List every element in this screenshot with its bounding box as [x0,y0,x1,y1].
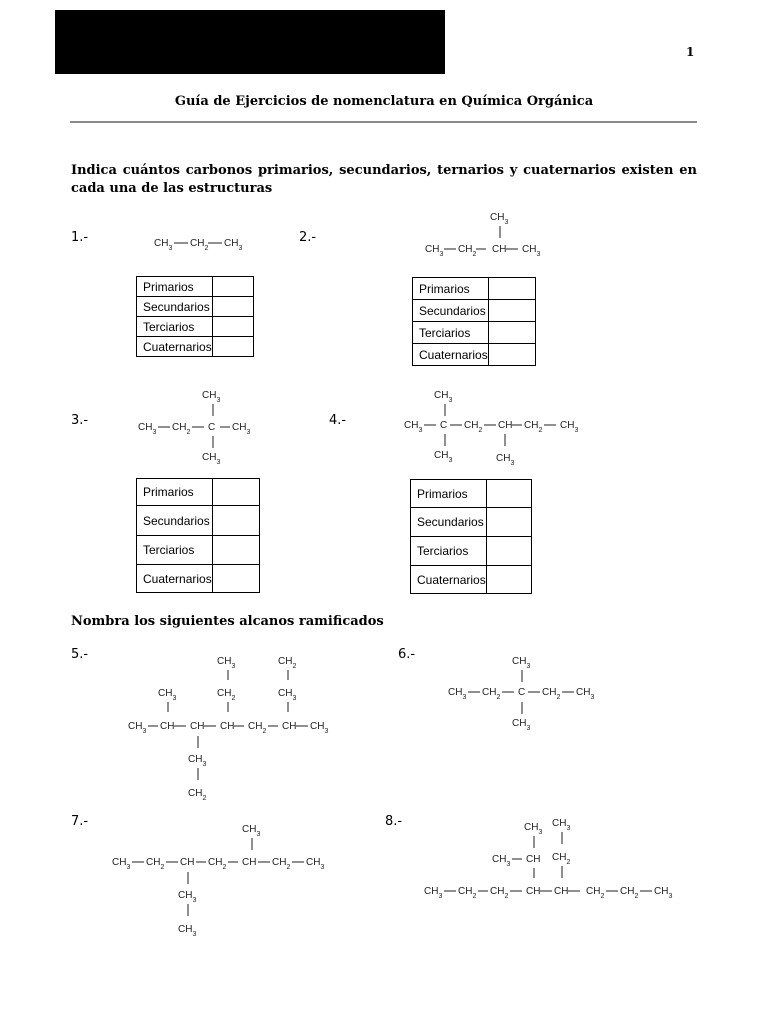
atom-group-label: $CH_3$ [404,420,423,434]
atom-group-label: $CH_2$ [248,721,267,735]
atom-group-label: CH [492,244,507,255]
carbon-type-label: Secundarios [137,297,213,317]
answer-cell[interactable] [212,479,259,506]
table-row [137,337,254,357]
table-row [137,479,260,506]
exercise-2-number: 2.- [299,230,317,245]
carbon-type-label: Terciarios [137,317,213,337]
atom-group-label: $CH_3$ [434,450,453,464]
table-row [413,344,536,366]
atom-group-label: $CH_2$ [217,688,236,702]
atom-group-label: CH [498,420,513,431]
carbon-type-label: Primarios [413,278,489,300]
atom-group-label: $CH_2$ [208,857,227,871]
answer-cell[interactable] [486,508,531,537]
answer-cell[interactable] [488,278,535,300]
exercise-6-structure [446,650,606,730]
atom-group-label: $CH_3$ [552,818,571,832]
answer-cell[interactable] [212,506,259,536]
exercise-2-table [412,277,536,366]
carbon-type-label: Terciarios [413,322,489,344]
atom-group-label: $CH_3$ [496,453,515,467]
atom-group-label: $CH_3$ [178,924,197,938]
atom-group-label: $CH_3$ [232,422,251,436]
atom-group-label: $CH_3$ [576,687,595,701]
atom-group-label: CH [526,886,541,897]
exercise-3-structure [136,384,266,464]
atom: $CH_3$ [154,238,173,252]
atom-group-label: $CH_3$ [522,244,541,258]
page-title: Guía de Ejercicios de nomenclatura en Química Orgánica [174,94,594,109]
page-number: 1 [686,45,695,59]
table-row [411,508,532,537]
carbon-type-label: Cuaternarios [413,344,489,366]
atom-group-label: $CH_3$ [242,824,261,838]
carbon-type-label: Secundarios [411,508,487,537]
exercise-4-table [410,479,532,594]
atom-group-label: CH [180,857,195,868]
atom-group-label: $CH_3$ [434,390,453,404]
exercise-7-number: 7.- [71,814,89,829]
atom-group-label: $CH_2$ [188,788,207,802]
answer-cell[interactable] [212,565,259,593]
redaction-block [55,10,445,74]
title-divider [70,121,697,123]
exercise-5-structure [124,650,344,802]
atom-group-label: $CH_2$ [272,857,291,871]
atom-group-label: $CH_3$ [188,754,207,768]
atom-group-label: $CH_2$ [620,886,639,900]
table-row [137,297,254,317]
exercise-1-structure [140,232,260,252]
atom-group-label: $CH_2$ [458,886,477,900]
exercise-3-number: 3.- [71,413,89,428]
answer-cell[interactable] [486,566,531,594]
answer-cell[interactable] [488,300,535,322]
exercise-4-structure [404,384,594,468]
atom-group-label: $CH_3$ [524,822,543,836]
atom-group-label: $CH_3$ [512,656,531,670]
atom-group-label: CH [190,721,205,732]
table-row [413,278,536,300]
answer-cell[interactable] [488,344,535,366]
atom-group-label: $CH_3$ [306,857,325,871]
atom-group-label: $CH_2$ [278,656,297,670]
table-row [413,322,536,344]
answer-cell[interactable] [488,322,535,344]
exercise-2-structure [420,206,560,256]
atom-group-label: CH [242,857,257,868]
atom-group-label: $CH_3$ [425,244,444,258]
carbon-type-label: Primarios [411,480,487,508]
answer-cell[interactable] [486,480,531,508]
section1-instruction: Indica cuántos carbonos primarios, secundarios, ternarios y cuaternarios existen en cada una de las estructuras [71,163,697,196]
answer-cell[interactable] [486,537,531,566]
exercise-1-table [136,276,254,357]
carbon-type-label: Terciarios [137,536,213,565]
atom-group-label: CH [160,721,175,732]
table-row [137,565,260,593]
atom-group-label: $CH_2$ [586,886,605,900]
atom-group-label: $CH_3$ [138,422,157,436]
atom-group-label: $CH_3$ [448,687,467,701]
exercise-8-number: 8.- [385,814,403,829]
table-row [137,506,260,536]
atom-group-label: $CH_2$ [458,244,477,258]
carbon-type-label: Primarios [137,277,213,297]
atom-group-label: $CH_3$ [217,656,236,670]
carbon-type-label: Primarios [137,479,213,506]
atom-group-label: $CH_3$ [654,886,673,900]
atom-group-label: $CH_2$ [524,420,543,434]
atom-group-label: $CH_2$ [482,687,501,701]
table-row [411,480,532,508]
carbon-type-label: Cuaternarios [137,337,213,357]
atom-group-label: $CH_3$ [310,721,329,735]
atom-group-label: $CH_3$ [492,854,511,868]
answer-cell[interactable] [212,317,253,337]
atom-group-label: $CH_3$ [202,390,221,404]
atom-group-label: $CH_2$ [490,886,509,900]
atom-group-label: $CH_3$ [128,721,147,735]
answer-cell[interactable] [212,297,253,317]
exercise-7-structure [110,820,340,940]
exercise-5-number: 5.- [71,647,89,662]
atom-group-label: CH [526,854,541,865]
atom: $CH_2$ [190,238,209,252]
exercise-4-number: 4.- [329,413,347,428]
table-row [411,537,532,566]
section2-instruction: Nombra los siguientes alcanos ramificados [71,614,384,629]
atom-group-label: C [208,422,216,433]
carbon-type-label: Cuaternarios [411,566,487,594]
atom-group-label: $CH_3$ [278,688,297,702]
exercise-1-number: 1.- [71,230,89,245]
table-row [137,317,254,337]
answer-cell[interactable] [212,536,259,565]
atom-group-label: $CH_3$ [490,212,509,226]
answer-cell[interactable] [212,337,253,357]
carbon-type-label: Terciarios [411,537,487,566]
exercise-6-number: 6.- [398,647,416,662]
carbon-type-label: Cuaternarios [137,565,213,593]
atom-group-label: $CH_3$ [560,420,579,434]
atom-group-label: CH [282,721,297,732]
exercise-8-structure [424,816,684,900]
atom-group-label: $CH_3$ [178,890,197,904]
atom-group-label: CH [554,886,569,897]
atom-group-label: $CH_2$ [146,857,165,871]
atom-group-label: CH [220,721,235,732]
table-row [413,300,536,322]
atom-group-label: C [440,420,448,431]
atom-group-label: $CH_3$ [424,886,443,900]
atom: $CH_3$ [224,238,243,252]
atom-group-label: $CH_2$ [172,422,191,436]
carbon-type-label: Secundarios [413,300,489,322]
exercise-3-table [136,478,260,593]
carbon-type-label: Secundarios [137,506,213,536]
atom-group-label: $CH_3$ [158,688,177,702]
atom-group-label: C [518,687,526,698]
table-row [411,566,532,594]
table-row [137,536,260,565]
answer-cell[interactable] [212,277,253,297]
atom-group-label: $CH_2$ [542,687,561,701]
atom-group-label: $CH_3$ [112,857,131,871]
atom-group-label: $CH_2$ [464,420,483,434]
atom-group-label: $CH_2$ [552,852,571,866]
atom-group-label: $CH_3$ [202,452,221,466]
table-row [137,277,254,297]
atom-group-label: $CH_3$ [512,718,531,732]
